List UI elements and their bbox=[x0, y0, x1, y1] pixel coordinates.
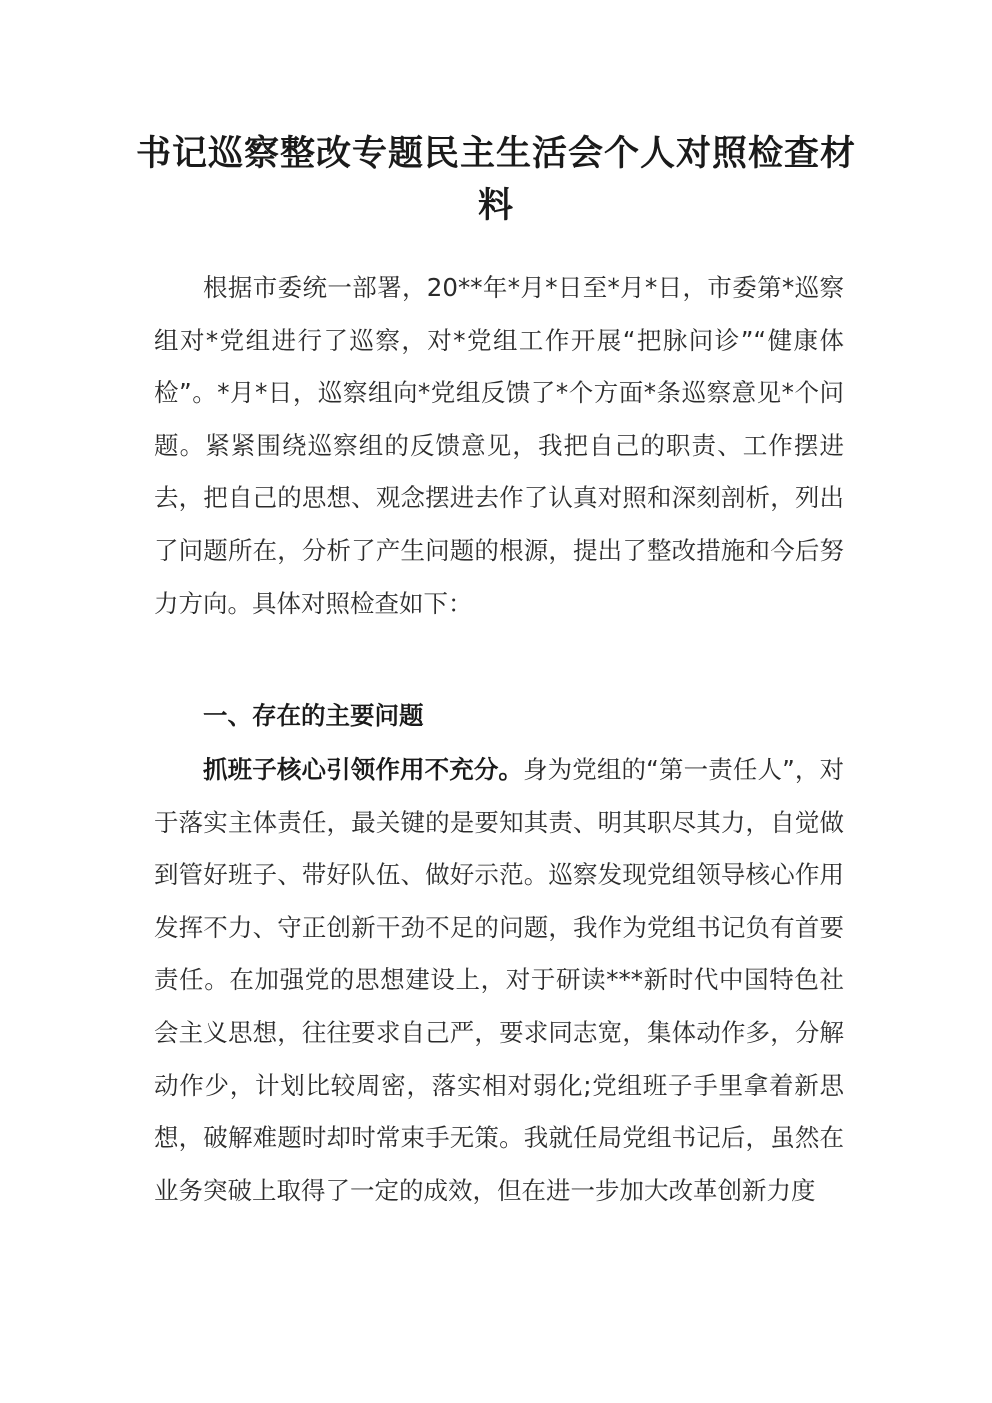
section-paragraph bbox=[154, 744, 844, 1217]
document-title: 书记巡察整改专题民主生活会个人对照检查材料 bbox=[135, 133, 856, 226]
intro-paragraph: 根据市委统一部署，20**年*月*日至*月*日，市委第*巡察组对*党组进行了巡察，对*党组工作开展“把脉问诊”“健康体检”。*月*日，巡察组向*党组反馈了*个方面*条巡察意见*个问题。紧紧围绕巡察组的反馈意见，我把自己的职责、工作摆进去，把自己的思想、观念摆进去作了认真对照和深刻剖析，列出了问题所在，分析了产生问题的根源，提出了整改措施和今后努力方向。具体对照检查如下： bbox=[154, 273, 844, 618]
paragraph-lead: 抓班子核心引领作用不充分。 bbox=[203, 755, 524, 784]
section-heading: 一、存在的主要问题 bbox=[203, 701, 424, 730]
paragraph-text: 身为党组的“第一责任人”，对于落实主体责任，最关键的是要知其责、明其职尽其力，自觉做到管好班子、带好队伍、做好示范。巡察发现党组领导核心作用发挥不力、守正创新干劲不足的问题，我作为党组书记负有首要责任。在加强党的思想建设上，对于研读***新时代中国特色社会主义思想，往往要求自己严，要求同志宽，集体动作多，分解动作少，计划比较周密，落实相对弱化;党组班子手里拿着新思想，破解难题时却时常束手无策。我就任局党组书记后，虽然在业务突破上取得了一定的成效，但在进一步加大改革创新力度 bbox=[154, 755, 845, 1205]
